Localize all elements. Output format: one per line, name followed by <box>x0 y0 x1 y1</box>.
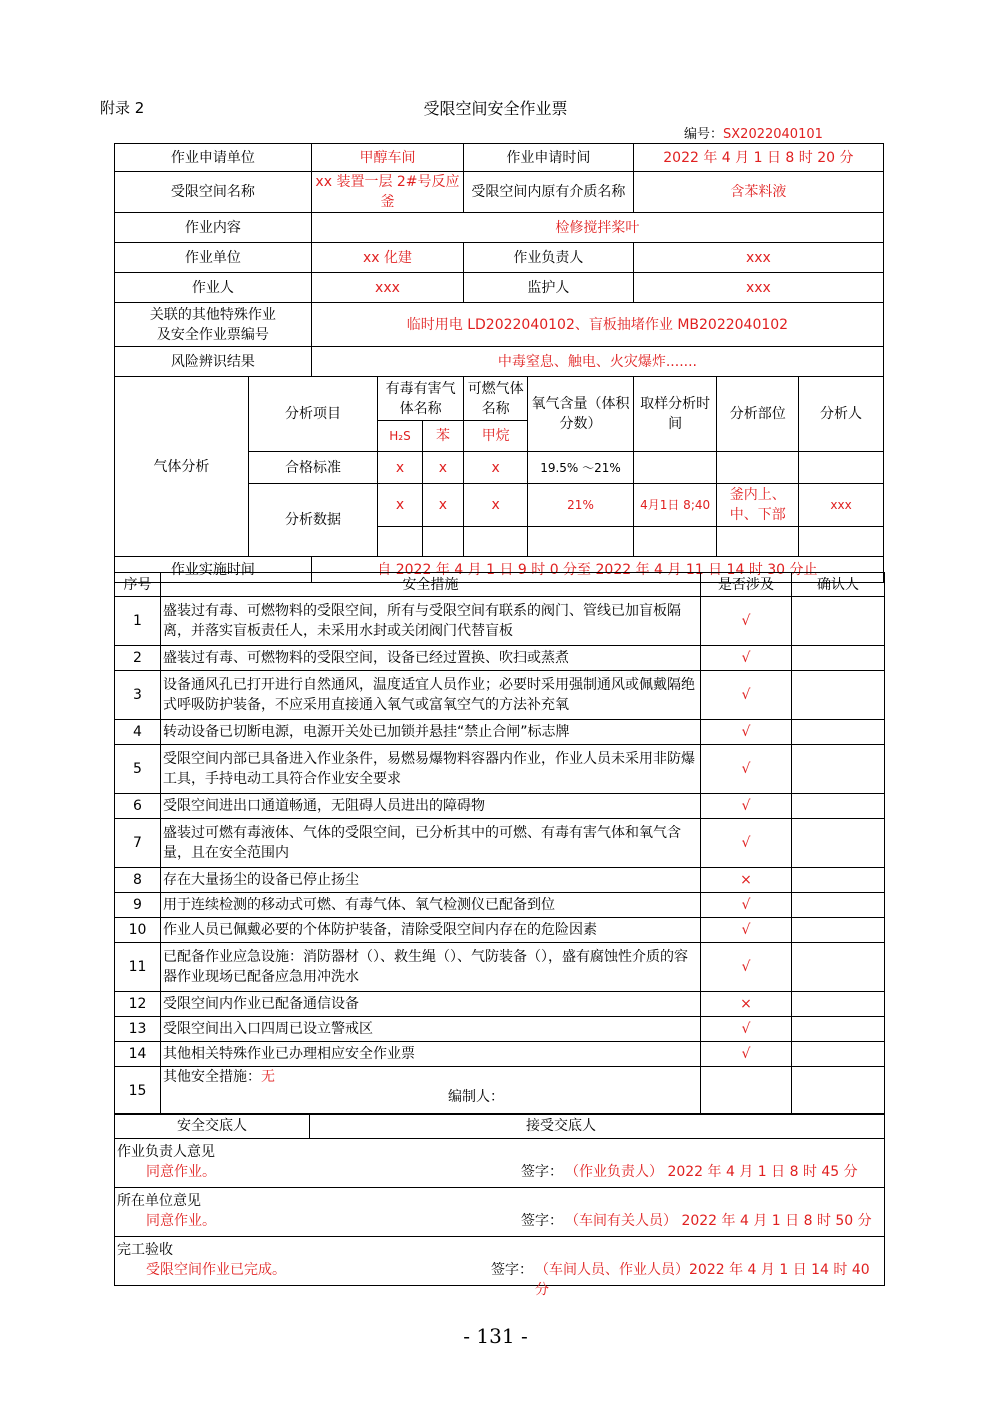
measures-header-row <box>115 573 885 597</box>
standard-location-blank <box>717 452 799 484</box>
standard-analyst-blank <box>799 452 884 484</box>
measure-text: 受限空间内部已具备进入作业条件，易燃易爆物料容器内作业，作业人员未采用非防爆工具，手持电动工具符合作业安全要求 <box>161 745 701 794</box>
measures-table <box>114 572 885 1115</box>
work-unit-label: 作业单位 <box>115 243 312 273</box>
col-involved-header: 是否涉及 <box>701 573 792 597</box>
flammable-gas-header: 可燃气体名称 <box>464 377 528 421</box>
row-space-name <box>115 172 884 213</box>
measure-no: 7 <box>115 819 161 868</box>
row-related <box>115 303 884 347</box>
measure-no: 14 <box>115 1042 161 1067</box>
measure-text: 已配备作业应急设施：消防器材（）、救生绳（）、气防装备（），盛有腐蚀性介质的容器作业现场已配备应急用冲洗水 <box>161 943 701 992</box>
measure-confirm <box>792 868 885 893</box>
guardian-value: xxx <box>633 273 883 303</box>
gas-section-label: 气体分析 <box>115 377 249 557</box>
row-content <box>115 213 884 243</box>
measure-text: 受限空间进出口通道畅通，无阻碍人员进出的障碍物 <box>161 794 701 819</box>
data-methane: x <box>464 484 528 527</box>
measure-involved: √ <box>701 720 792 745</box>
leader-opinion-cell <box>115 1139 885 1188</box>
data-label: 分析数据 <box>248 484 377 557</box>
unit-opinion-value: 同意作业。 <box>146 1213 216 1229</box>
measure-no: 3 <box>115 671 161 720</box>
measure-involved: √ <box>701 745 792 794</box>
unit-opinion-row <box>115 1188 885 1237</box>
measure-confirm <box>792 918 885 943</box>
risk-value: 中毒窒息、触电、火灾爆炸....... <box>311 347 883 377</box>
measure-row <box>115 720 885 745</box>
measure-confirm <box>792 745 885 794</box>
measure-text: 用于连续检测的移动式可燃、有毒气体、氧气检测仪已配备到位 <box>161 893 701 918</box>
measure-involved: × <box>701 868 792 893</box>
measure-confirm <box>792 720 885 745</box>
completion-label: 完工验收 <box>117 1242 173 1258</box>
related-label <box>115 303 312 347</box>
measure-involved: √ <box>701 1042 792 1067</box>
measure-no: 8 <box>115 868 161 893</box>
related-label-line2: 及安全作业票编号 <box>156 326 269 343</box>
related-label-line1: 关联的其他特殊作业 <box>149 306 276 323</box>
blank-cell <box>378 527 423 557</box>
blank-cell <box>633 527 717 557</box>
measure-confirm <box>792 819 885 868</box>
gas-header-row <box>115 377 884 421</box>
measure-involved: √ <box>701 597 792 646</box>
leader-opinion-label: 作业负责人意见 <box>117 1144 215 1160</box>
blank-cell <box>464 527 528 557</box>
measure-text: 盛装过有毒、可燃物料的受限空间，设备已经过置换、吹扫或蒸煮 <box>161 646 701 671</box>
measure-text: 盛装过有毒、可燃物料的受限空间，所有与受限空间有联系的阀门、管线已加盲板隔离，并落实盲板责任人，未采用水封或关闭阀门代替盲板 <box>161 597 701 646</box>
handover-row <box>115 1114 885 1139</box>
compiler-label: 编制人： <box>448 1089 504 1105</box>
measure-no: 15 <box>115 1067 161 1115</box>
row-apply-unit <box>115 144 884 172</box>
apply-unit-value: 甲醇车间 <box>311 144 463 172</box>
other-measures-value: 无 <box>261 1069 275 1085</box>
apply-time-value: 2022 年 4 月 1 日 8 时 20 分 <box>633 144 883 172</box>
measure-involved: √ <box>701 671 792 720</box>
appendix-label: 附录 2 <box>100 99 145 117</box>
measure-row <box>115 943 885 992</box>
measure-involved: √ <box>701 1017 792 1042</box>
impl-time-label: 作业实施时间 <box>115 557 312 583</box>
measure-confirm <box>792 893 885 918</box>
leader-value: xxx <box>633 243 883 273</box>
measure-row <box>115 868 885 893</box>
blank-cell <box>799 527 884 557</box>
measure-row <box>115 893 885 918</box>
measure-involved: √ <box>701 918 792 943</box>
briefer-label: 安全交底人 <box>115 1114 310 1139</box>
location-value: 釜内上、中、下部 <box>717 484 799 527</box>
measure-text: 设备通风孔已打开进行自然通风，温度适宜人员作业；必要时采用强制通风或佩戴隔绝式呼吸防护装备，不应采用直接通入氧气或富氧空气的方法补充氧 <box>161 671 701 720</box>
serial-number <box>684 123 823 142</box>
measure-no: 6 <box>115 794 161 819</box>
measure-confirm <box>792 671 885 720</box>
content-label: 作业内容 <box>115 213 312 243</box>
leader-label: 作业负责人 <box>464 243 634 273</box>
measure-row <box>115 1042 885 1067</box>
sample-time-value: 4月1日 8;40 <box>633 484 717 527</box>
measure-involved: × <box>701 992 792 1017</box>
gas-item-label: 分析项目 <box>248 377 377 452</box>
guardian-label: 监护人 <box>464 273 634 303</box>
medium-label: 受限空间内原有介质名称 <box>464 172 634 213</box>
impl-time-value: 自 2022 年 4 月 1 日 9 时 0 分至 2022 年 4 月 11 日 14 时 30 分止 <box>311 557 883 583</box>
related-value: 临时用电 LD2022040102、盲板抽堵作业 MB2022040102 <box>311 303 883 347</box>
measure-row <box>115 1017 885 1042</box>
gas-name-h2s: H₂S <box>378 421 423 452</box>
measure-row <box>115 671 885 720</box>
medium-value: 含苯料液 <box>633 172 883 213</box>
space-name-label: 受限空间名称 <box>115 172 312 213</box>
measure-row-other <box>115 1067 885 1115</box>
measure-text: 盛装过可燃有毒液体、气体的受限空间，已分析其中的可燃、有毒有害气体和氧气含量，且在安全范围内 <box>161 819 701 868</box>
measure-involved <box>701 1067 792 1115</box>
measure-involved: √ <box>701 819 792 868</box>
measure-no: 11 <box>115 943 161 992</box>
unit-sign-value: （车间有关人员） 2022 年 4 月 1 日 8 时 50 分 <box>565 1213 872 1229</box>
measure-row <box>115 819 885 868</box>
measure-involved: √ <box>701 943 792 992</box>
measure-no: 9 <box>115 893 161 918</box>
gas-name-methane: 甲烷 <box>464 421 528 452</box>
measure-no: 1 <box>115 597 161 646</box>
row-risk <box>115 347 884 377</box>
unit-opinion-label: 所在单位意见 <box>117 1193 201 1209</box>
measure-row <box>115 794 885 819</box>
leader-opinion-value: 同意作业。 <box>146 1164 216 1180</box>
measure-confirm <box>792 992 885 1017</box>
oxygen-value: 21% <box>528 484 633 527</box>
serial-value: SX2022040101 <box>723 127 823 142</box>
opinions-table <box>114 1113 885 1298</box>
measure-no: 13 <box>115 1017 161 1042</box>
measure-text: 其他相关特殊作业已办理相应安全作业票 <box>161 1042 701 1067</box>
measure-confirm <box>792 943 885 992</box>
leader-sign-value: （作业负责人） 2022 年 4 月 1 日 8 时 45 分 <box>565 1164 858 1180</box>
worker-value: xxx <box>311 273 463 303</box>
apply-time-label: 作业申请时间 <box>464 144 634 172</box>
apply-unit-label: 作业申请单位 <box>115 144 312 172</box>
standard-h2s: x <box>378 452 423 484</box>
unit-opinion-cell <box>115 1188 885 1237</box>
leader-opinion-row <box>115 1139 885 1188</box>
completion-sign-value: （车间人员、作业人员）2022 年 4 月 1 日 14 时 40 分 <box>535 1262 870 1298</box>
info-table <box>114 143 884 583</box>
standard-sample-time-blank <box>633 452 717 484</box>
other-measures-label: 其他安全措施： <box>163 1069 261 1085</box>
completion-cell <box>115 1237 885 1298</box>
toxic-gas-header: 有毒有害气体名称 <box>378 377 464 421</box>
completion-row <box>115 1237 885 1286</box>
measure-row <box>115 745 885 794</box>
measure-involved: √ <box>701 893 792 918</box>
standard-label: 合格标准 <box>248 452 377 484</box>
other-measures-cell <box>161 1067 701 1115</box>
col-measure-header: 安全措施 <box>161 573 701 597</box>
measure-text: 受限空间内作业已配备通信设备 <box>161 992 701 1017</box>
measure-no: 12 <box>115 992 161 1017</box>
oxygen-standard: 19.5% ～21% <box>528 452 633 484</box>
measure-no: 5 <box>115 745 161 794</box>
col-confirm-header: 确认人 <box>792 573 885 597</box>
location-header: 分析部位 <box>717 377 799 452</box>
page-title: 受限空间安全作业票 <box>423 99 568 118</box>
measure-confirm <box>792 1017 885 1042</box>
measure-confirm <box>792 1067 885 1115</box>
blank-cell <box>528 527 633 557</box>
completion-value: 受限空间作业已完成。 <box>146 1262 286 1278</box>
measure-row <box>115 918 885 943</box>
measure-involved: √ <box>701 794 792 819</box>
measure-no: 10 <box>115 918 161 943</box>
unit-sign-label: 签字： <box>521 1213 563 1229</box>
measure-text: 转动设备已切断电源，电源开关处已加锁并悬挂“禁止合闸”标志牌 <box>161 720 701 745</box>
measure-text: 作业人员已佩戴必要的个体防护装备，清除受限空间内存在的危险因素 <box>161 918 701 943</box>
blank-cell <box>717 527 799 557</box>
measure-row <box>115 597 885 646</box>
measure-confirm <box>792 597 885 646</box>
measure-no: 4 <box>115 720 161 745</box>
row-worker <box>115 273 884 303</box>
content-value: 检修搅拌桨叶 <box>311 213 883 243</box>
standard-methane: x <box>464 452 528 484</box>
blank-cell <box>422 527 463 557</box>
col-no-header: 序号 <box>115 573 161 597</box>
sample-time-header: 取样分析时间 <box>633 377 717 452</box>
risk-label: 风险辨识结果 <box>115 347 312 377</box>
measure-text: 受限空间出入口四周已设立警戒区 <box>161 1017 701 1042</box>
data-benzene: x <box>422 484 463 527</box>
completion-sign-label: 签字： <box>491 1262 533 1278</box>
measure-confirm <box>792 794 885 819</box>
serial-label: 编号： <box>684 127 724 142</box>
measure-text: 存在大量扬尘的设备已停止扬尘 <box>161 868 701 893</box>
measure-involved: √ <box>701 646 792 671</box>
measure-confirm <box>792 646 885 671</box>
measure-confirm <box>792 1042 885 1067</box>
row-work-unit <box>115 243 884 273</box>
leader-sign-label: 签字： <box>521 1164 563 1180</box>
receiver-label: 接受交底人 <box>310 1114 885 1139</box>
measure-row <box>115 992 885 1017</box>
analyst-header: 分析人 <box>799 377 884 452</box>
space-name-value: xx 装置一层 2#号反应釜 <box>311 172 463 213</box>
page-number: - 131 - <box>463 1324 528 1348</box>
standard-benzene: x <box>422 452 463 484</box>
measure-row <box>115 646 885 671</box>
data-h2s: x <box>378 484 423 527</box>
measure-no: 2 <box>115 646 161 671</box>
worker-label: 作业人 <box>115 273 312 303</box>
analyst-value: xxx <box>799 484 884 527</box>
oxygen-header: 氧气含量（体积分数） <box>528 377 633 452</box>
work-unit-value: xx 化建 <box>311 243 463 273</box>
gas-name-benzene: 苯 <box>422 421 463 452</box>
